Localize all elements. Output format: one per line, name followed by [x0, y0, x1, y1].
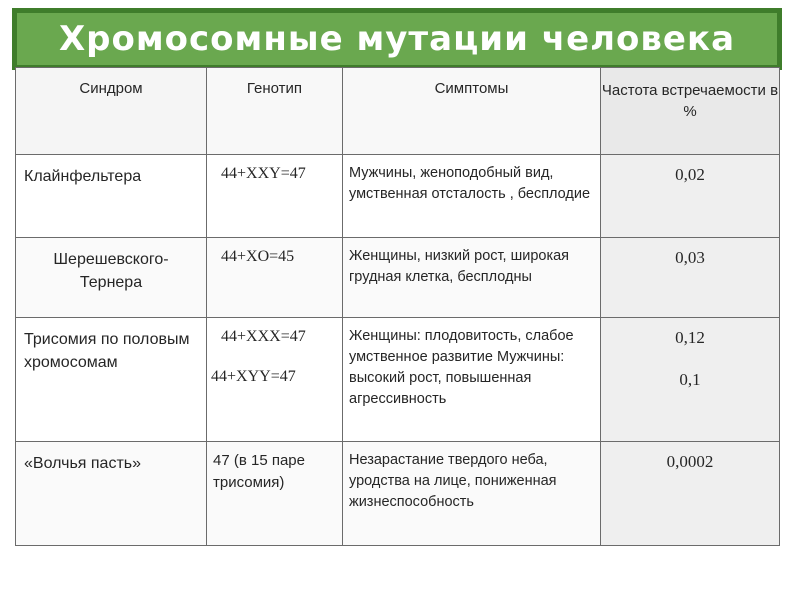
frequency-line: 0,12 — [675, 328, 705, 347]
genotype-line: 44+XYY=47 — [211, 368, 296, 385]
cell-genotype: 44+XO=45 — [207, 238, 343, 318]
cell-symptoms: Мужчины, женоподобный вид, умственная отсталость , бесплодие — [343, 155, 601, 238]
cell-genotype: 47 (в 15 паре трисомия) — [207, 442, 343, 546]
cell-syndrome: Шерешевского-Тернера — [16, 238, 207, 318]
cell-frequency: 0,03 — [601, 238, 780, 318]
page-title: Хромосомные мутации человека — [58, 19, 736, 59]
table-row — [16, 442, 780, 546]
cell-symptoms: Женщины: плодовитость, слабое умственное развитие Мужчины: высокий рост, повышенная агрессивность — [343, 318, 601, 442]
cell-syndrome: Клайнфельтера — [16, 155, 207, 238]
table-row — [16, 238, 780, 318]
table-header-row — [16, 68, 780, 155]
cell-symptoms: Женщины, низкий рост, широкая грудная клетка, бесплодны — [343, 238, 601, 318]
cell-syndrome: Трисомия по половым хромосомам — [16, 318, 207, 442]
title-banner — [12, 8, 782, 70]
cell-frequency — [601, 318, 780, 442]
cell-syndrome: «Волчья пасть» — [16, 442, 207, 546]
cell-frequency: 0,0002 — [601, 442, 780, 546]
mutations-table — [15, 67, 780, 546]
table-row — [16, 318, 780, 442]
table-row — [16, 155, 780, 238]
cell-frequency: 0,02 — [601, 155, 780, 238]
genotype-line: 44+XXX=47 — [221, 328, 306, 345]
cell-genotype — [207, 318, 343, 442]
cell-genotype: 44+XXY=47 — [207, 155, 343, 238]
header-symptoms: Симптомы — [343, 68, 601, 155]
header-frequency: Частота встречаемости в % — [601, 68, 780, 155]
header-syndrome: Синдром — [16, 68, 207, 155]
frequency-line: 0,1 — [679, 370, 701, 389]
header-genotype: Генотип — [207, 68, 343, 155]
cell-symptoms: Незарастание твердого неба, уродства на лице, пониженная жизнеспособность — [343, 442, 601, 546]
